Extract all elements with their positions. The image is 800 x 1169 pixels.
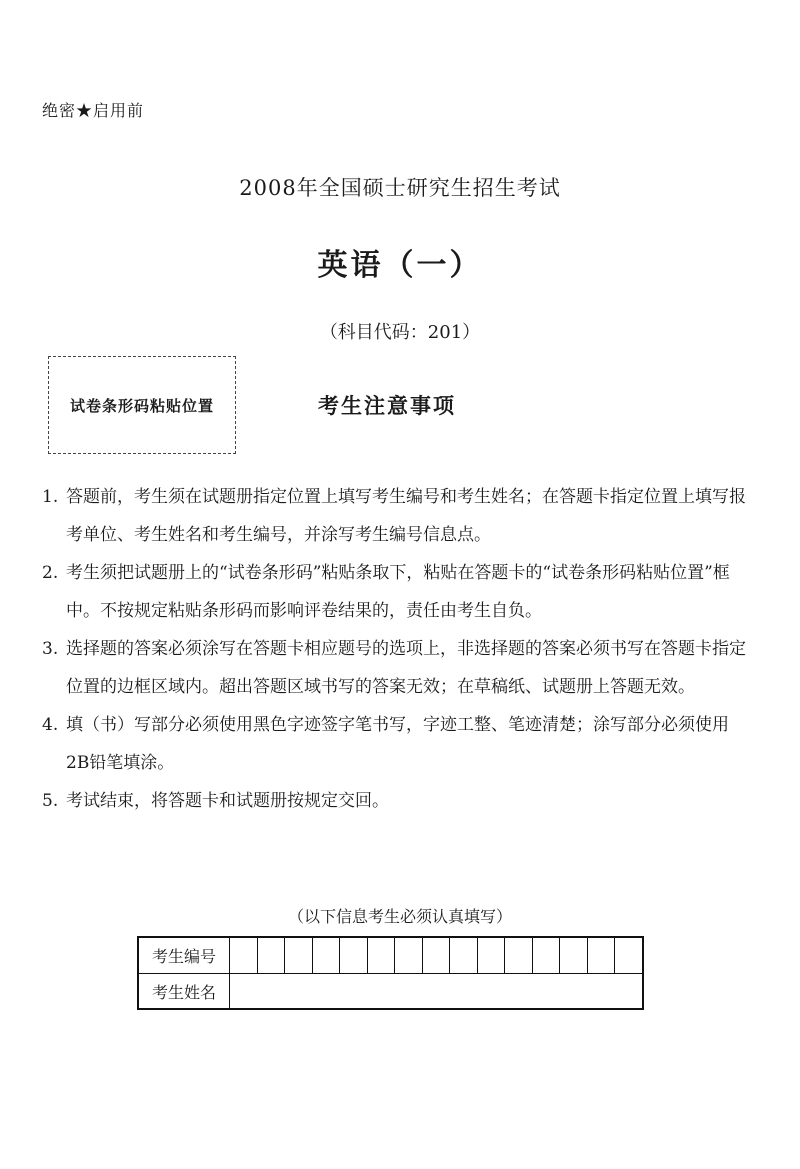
candidate-id-digit-box[interactable] xyxy=(313,938,341,973)
exam-title: 2008年全国硕士研究生招生考试 xyxy=(239,176,561,200)
candidate-id-digit-box[interactable] xyxy=(533,938,561,973)
notice-item-number: 5. xyxy=(42,791,59,811)
notice-item-number: 2. xyxy=(42,563,59,583)
candidate-info-table xyxy=(137,936,644,1010)
subject-code: （科目代码：201） xyxy=(319,322,481,343)
notice-item xyxy=(42,706,752,782)
notice-item xyxy=(42,630,752,706)
notice-item xyxy=(42,478,752,554)
notice-item-text: 答题前，考生须在试题册指定位置上填写考生编号和考生姓名；在答题卡指定位置上填写报考单位、考生姓名和考生编号，并涂写考生编号信息点。 xyxy=(66,487,746,545)
candidate-id-row xyxy=(139,938,642,974)
notice-title: 考生注意事项 xyxy=(318,393,456,418)
candidate-id-digit-box[interactable] xyxy=(395,938,423,973)
candidate-id-digit-box[interactable] xyxy=(478,938,506,973)
candidate-id-digit-box[interactable] xyxy=(588,938,616,973)
info-form-caption: （以下信息考生必须认真填写） xyxy=(287,907,512,926)
notice-item-number: 3. xyxy=(42,639,59,659)
candidate-id-digit-box[interactable] xyxy=(505,938,533,973)
notice-item xyxy=(42,554,752,630)
candidate-id-digit-box[interactable] xyxy=(450,938,478,973)
notice-item-number: 4. xyxy=(42,715,59,735)
candidate-id-digit-box[interactable] xyxy=(285,938,313,973)
barcode-placement-box xyxy=(48,356,236,454)
candidate-id-label: 考生编号 xyxy=(139,938,230,973)
candidate-id-digit-box[interactable] xyxy=(230,938,258,973)
candidate-id-digit-box[interactable] xyxy=(258,938,286,973)
candidate-id-digit-box[interactable] xyxy=(560,938,588,973)
candidate-id-digit-box[interactable] xyxy=(615,938,642,973)
notice-item-text: 考生须把试题册上的“试卷条形码”粘贴条取下，粘贴在答题卡的“试卷条形码粘贴位置”框中。不按规定粘贴条形码而影响评卷结果的，责任由考生自负。 xyxy=(66,563,730,621)
notice-item-text: 选择题的答案必须涂写在答题卡相应题号的选项上，非选择题的答案必须书写在答题卡指定位置的边框区域内。超出答题区域书写的答案无效；在草稿纸、试题册上答题无效。 xyxy=(66,639,746,697)
candidate-id-digit-box[interactable] xyxy=(423,938,451,973)
notice-item-text: 考试结束，将答题卡和试题册按规定交回。 xyxy=(66,791,389,811)
notice-list xyxy=(42,478,752,820)
candidate-name-label: 考生姓名 xyxy=(139,974,230,1008)
notice-item-text: 填（书）写部分必须使用黑色字迹签字笔书写，字迹工整、笔迹清楚；涂写部分必须使用2B铅笔填涂。 xyxy=(66,715,729,773)
candidate-id-digit-cells[interactable] xyxy=(230,938,642,973)
candidate-id-digit-box[interactable] xyxy=(340,938,368,973)
confidential-mark: 绝密★启用前 xyxy=(42,101,145,120)
barcode-placement-label: 试卷条形码粘贴位置 xyxy=(69,396,214,415)
candidate-name-row xyxy=(139,974,642,1008)
notice-item xyxy=(42,782,752,820)
subject-title: 英语（一） xyxy=(317,248,483,283)
notice-item-number: 1. xyxy=(42,487,59,507)
candidate-id-digit-box[interactable] xyxy=(368,938,396,973)
candidate-name-field[interactable] xyxy=(230,974,642,1008)
